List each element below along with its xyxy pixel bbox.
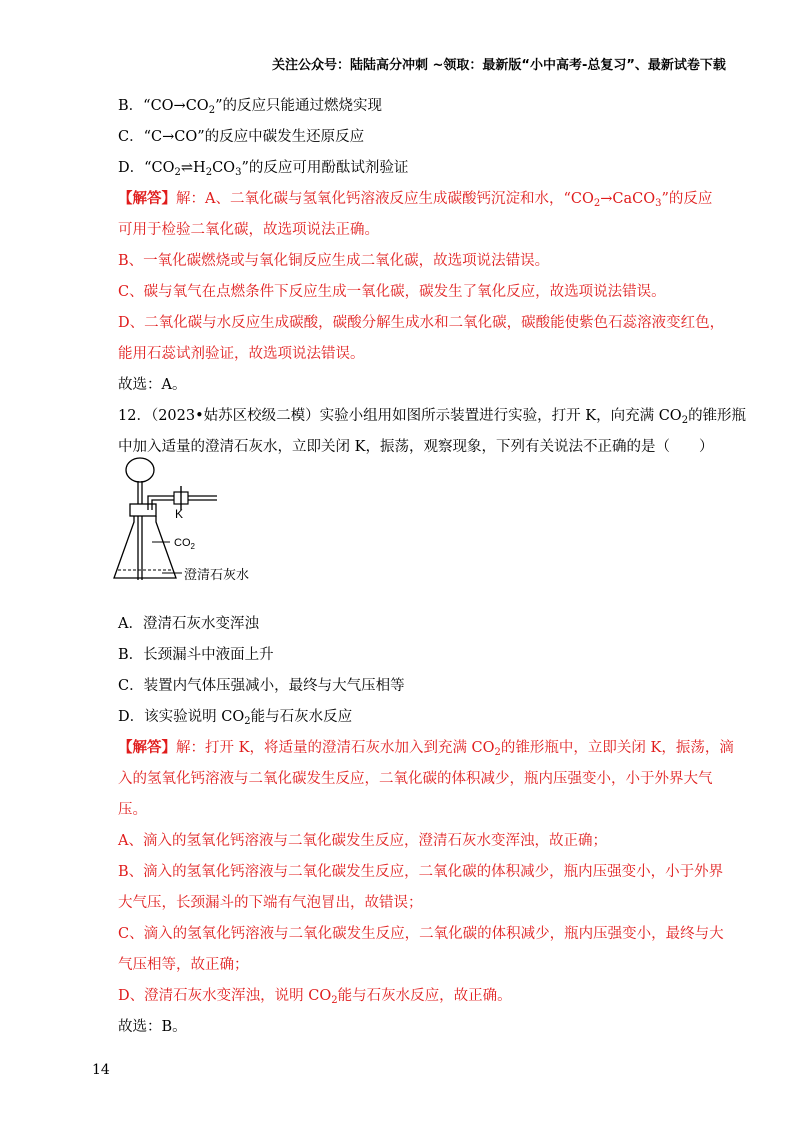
q12-option-a: A．澄清石灰水变浑浊 xyxy=(118,616,259,632)
fig-label-limewater: 澄清石灰水 xyxy=(184,568,250,583)
prev-option-b: B．“$CO\to CO_2$”的反应只能通过燃烧实现 xyxy=(118,98,382,116)
prev-answer-line-3: B、一氧化碳燃烧或与氧化铜反应生成二氧化碳，故选项说法错误。 xyxy=(118,253,550,269)
page-number: 14 xyxy=(92,1062,110,1078)
q12-answer-line-7: C、滴入的氢氧化钙溶液与二氧化碳发生反应，二氧化碳的体积减少，瓶内压强变小，最终与大 xyxy=(118,926,724,942)
q12-answer-line-1: 【解答】解：打开 K，将适量的澄清石灰水加入到充满 $CO_2$的锥形瓶中，立即关闭 K，振荡，滴 xyxy=(118,739,734,758)
prev-answer-line-1: 【解答】解：A、二氧化碳与氢氧化钙溶液反应生成碳酸钙沉淀和水，“$CO_2\to CaCO_3$”的反应 xyxy=(118,190,713,209)
q12-option-d: D．该实验说明 $CO_2$能与石灰水反应 xyxy=(118,709,353,727)
q12-answer-line-5: B、滴入的氢氧化钙溶液与二氧化碳发生反应，二氧化碳的体积减少，瓶内压强变小，小于外界 xyxy=(118,864,724,880)
q12-option-b: B．长颈漏斗中液面上升 xyxy=(118,647,274,663)
q12-answer-line-4: A、滴入的氢氧化钙溶液与二氧化碳发生反应，澄清石灰水变浑浊，故正确； xyxy=(118,833,607,849)
fig-label-k: K xyxy=(175,507,184,521)
q12-stem-line-2: 中加入适量的澄清石灰水，立即关闭 K，振荡，观察现象，下列有关说法不正确的是（ ） xyxy=(118,439,714,455)
apparatus-figure xyxy=(112,452,292,588)
q12-answer-line-6: 大气压，长颈漏斗的下端有气泡冒出，故错误； xyxy=(118,895,423,911)
prev-answer-line-5: D、二氧化碳与水反应生成碳酸，碳酸分解生成水和二氧化碳，碳酸能使紫色石蕊溶液变红色， xyxy=(118,315,725,331)
prev-option-d: D．“$CO_2\rightleftharpoons H_2CO_3$”的反应可用酚酞试剂验证 xyxy=(118,160,409,178)
prev-choice: 故选：A。 xyxy=(118,377,187,393)
q12-answer-line-8: 气压相等，故正确； xyxy=(118,957,249,973)
prev-answer-line-6: 能用石蕊试剂验证，故选项说法错误。 xyxy=(118,346,365,362)
q12-stem-line-1: 12．（2023•姑苏区校级二模）实验小组用如图所示装置进行实验，打开 K，向充满 $CO_2$的锥形瓶 xyxy=(118,408,747,426)
prev-answer-line-4: C、碳与氧气在点燃条件下反应生成一氧化碳，碳发生了氧化反应，故选项说法错误。 xyxy=(118,284,666,300)
q12-answer-line-2: 入的氢氧化钙溶液与二氧化碳发生反应，二氧化碳的体积减少，瓶内压强变小，小于外界大气 xyxy=(118,771,713,787)
fig-label-co2: $CO_2$ xyxy=(174,537,195,551)
q12-choice: 故选：B。 xyxy=(118,1019,187,1035)
prev-answer-line-2: 可用于检验二氧化碳，故选项说法正确。 xyxy=(118,222,379,238)
prev-option-c: C．“C→CO”的反应中碳发生还原反应 xyxy=(118,129,365,145)
q12-answer-line-3: 压。 xyxy=(118,802,147,818)
page-header: 关注公众号：陆陆高分冲刺 ~领取：最新版“小中高考-总复习”、最新试卷下载 xyxy=(272,58,726,73)
q12-answer-line-9: D、澄清石灰水变浑浊，说明 $CO_2$能与石灰水反应，故正确。 xyxy=(118,988,512,1006)
q12-option-c: C．装置内气体压强减小，最终与大气压相等 xyxy=(118,678,405,694)
